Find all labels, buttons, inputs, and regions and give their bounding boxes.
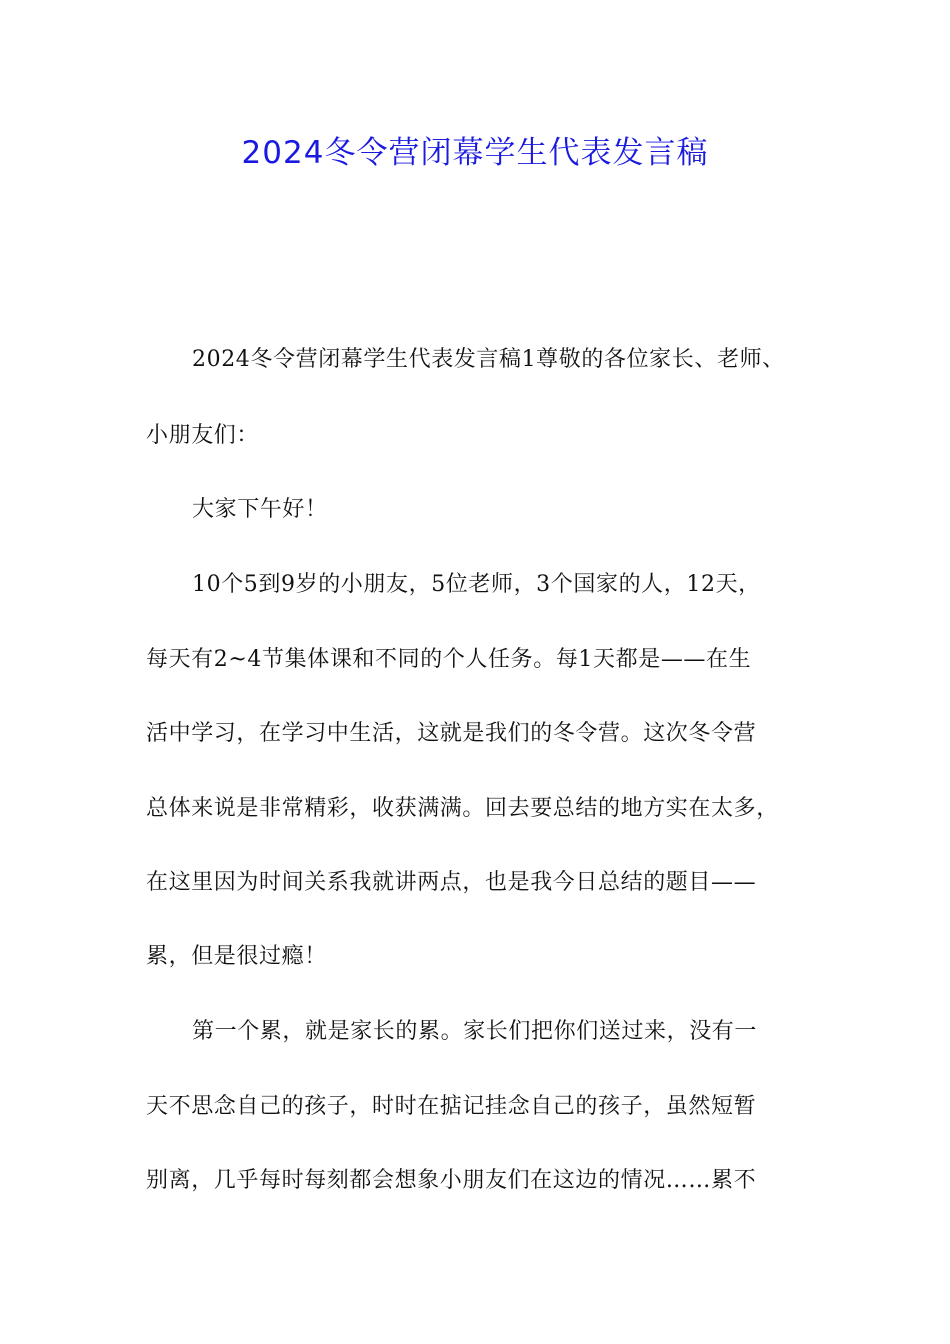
paragraph-line: 10个5到9岁的小朋友，5位老师，3个国家的人，12天， <box>192 572 761 597</box>
paragraph-line: 别离，几乎每时每刻都会想象小朋友们在这边的情况……累不 <box>146 1168 757 1193</box>
document-title: 2024冬令营闭幕学生代表发言稿 <box>241 135 709 171</box>
paragraph-line: 活中学习，在学习中生活，这就是我们的冬令营。这次冬令营 <box>146 721 757 746</box>
paragraph-line: 总体来说是非常精彩，收获满满。回去要总结的地方实在太多， <box>146 796 779 821</box>
paragraph-line: 小朋友们： <box>146 423 260 448</box>
paragraph-line: 在这里因为时间关系我就讲两点，也是我今日总结的题目—— <box>146 870 757 895</box>
paragraph-line: 大家下午好！ <box>192 497 328 522</box>
paragraph-line: 天不思念自己的孩子，时时在掂记挂念自己的孩子，虽然短暂 <box>146 1094 757 1119</box>
paragraph-line: 2024冬令营闭幕学生代表发言稿1尊敬的各位家长、老师、 <box>192 347 785 372</box>
paragraph-line: 第一个累，就是家长的累。家长们把你们送过来，没有一 <box>192 1019 758 1044</box>
paragraph-line: 累，但是很过瘾！ <box>146 944 327 969</box>
paragraph-line: 每天有2~4节集体课和不同的个人任务。每1天都是——在生 <box>146 647 752 672</box>
